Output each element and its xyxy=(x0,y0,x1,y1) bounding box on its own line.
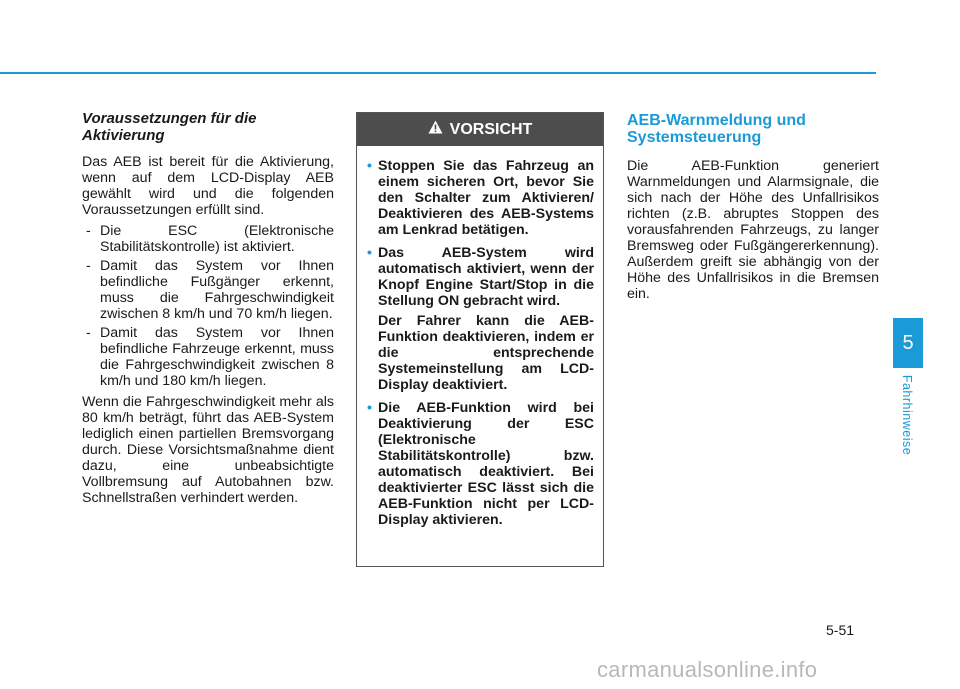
dash-marker: - xyxy=(86,223,91,239)
left-column xyxy=(82,110,334,511)
chapter-label-text: Fahrhinweise xyxy=(900,374,914,455)
top-rule xyxy=(0,72,876,74)
watermark: carmanualsonline.info xyxy=(597,657,818,682)
caution-bullet xyxy=(367,158,594,238)
activation-intro: Das AEB ist bereit für die Aktivierung, wenn auf dem LCD-Display AEB gewählt wird und die folgenden Voraussetzungen erfüllt sind. xyxy=(82,154,334,218)
caution-body xyxy=(357,146,603,528)
chapter-number: 5 xyxy=(902,331,914,354)
condition-item xyxy=(82,223,334,255)
condition-text: Damit das System vor Ihnen befindliche Fahrzeuge erkennt, muss die Fahrgeschwindigkeit zwischen 8 km/h und 180 km/h liegen. xyxy=(100,325,334,389)
warning-triangle-icon xyxy=(428,120,443,139)
warning-section-heading: AEB-Warnmeldung und Systemsteuerung xyxy=(627,112,806,146)
condition-item xyxy=(82,258,334,322)
caution-title: VORSICHT xyxy=(449,120,533,138)
caution-bullet xyxy=(367,400,594,528)
warning-section-body: Die AEB-Funktion generiert Warnmeldungen und Alarmsignale, die sich nach der Höhe des Unfallrisikos richten (z.B. abruptes Stoppen des vorausfahrenden Fahrzeugs, zu langer Bremsweg oder Fußgängererkennung). Außerdem greift sie abhängig von der Höhe des Unfallrisikos in die Bremsen ein. xyxy=(627,158,879,302)
caution-box xyxy=(356,112,604,567)
bullet-dot: • xyxy=(367,245,372,261)
condition-text: Damit das System vor Ihnen befindliche Fußgänger erkennt, muss die Fahrgeschwindigkeit zwischen 8 km/h und 70 km/h liegen. xyxy=(100,258,334,322)
speed-note: Wenn die Fahrgeschwindigkeit mehr als 80 km/h beträgt, führt das AEB-System lediglich einen partiellen Bremsvorgang durch. Diese Vorsichtsmaßnahme dient dazu, eine unbeabsichtigte Vollbremsung auf Autobahnen bzw. Schnellstraßen verhindert werden. xyxy=(82,394,334,506)
chapter-tab[interactable] xyxy=(893,318,923,368)
caution-continuation: Der Fahrer kann die AEB-Funktion deaktivieren, indem er die entsprechende Systemeinstellung am LCD-Display deaktiviert. xyxy=(378,313,594,393)
caution-text: Die AEB-Funktion wird bei Deaktivierung der ESC (Elektronische Stabilitätskontrolle) bzw. automatisch deaktiviert. Bei deaktivierter ESC lässt sich die AEB-Funktion nicht per LCD-Display aktivieren. xyxy=(378,400,594,528)
condition-text: Die ESC (Elektronische Stabilitätskontrolle) ist aktiviert. xyxy=(100,223,334,255)
caution-header xyxy=(357,113,603,146)
caution-bullet xyxy=(367,245,594,309)
activation-heading: Voraussetzungen für die Aktivierung xyxy=(82,110,257,144)
caution-text: Stoppen Sie das Fahrzeug an einem sicheren Ort, bevor Sie den Schalter zum Aktivieren/ Deaktivieren des AEB-Systems am Lenkrad betätigen. xyxy=(378,158,594,238)
chapter-label xyxy=(894,372,920,457)
dash-marker: - xyxy=(86,258,91,274)
bullet-dot: • xyxy=(367,158,372,174)
right-column xyxy=(627,112,879,307)
caution-text: Das AEB-System wird automatisch aktiviert, wenn der Knopf Engine Start/Stop in die Stellung ON gebracht wird. xyxy=(378,245,594,309)
page-number: 5-51 xyxy=(826,622,855,638)
conditions-list xyxy=(82,223,334,389)
bullet-dot: • xyxy=(367,400,372,416)
condition-item xyxy=(82,325,334,389)
dash-marker: - xyxy=(86,325,91,341)
